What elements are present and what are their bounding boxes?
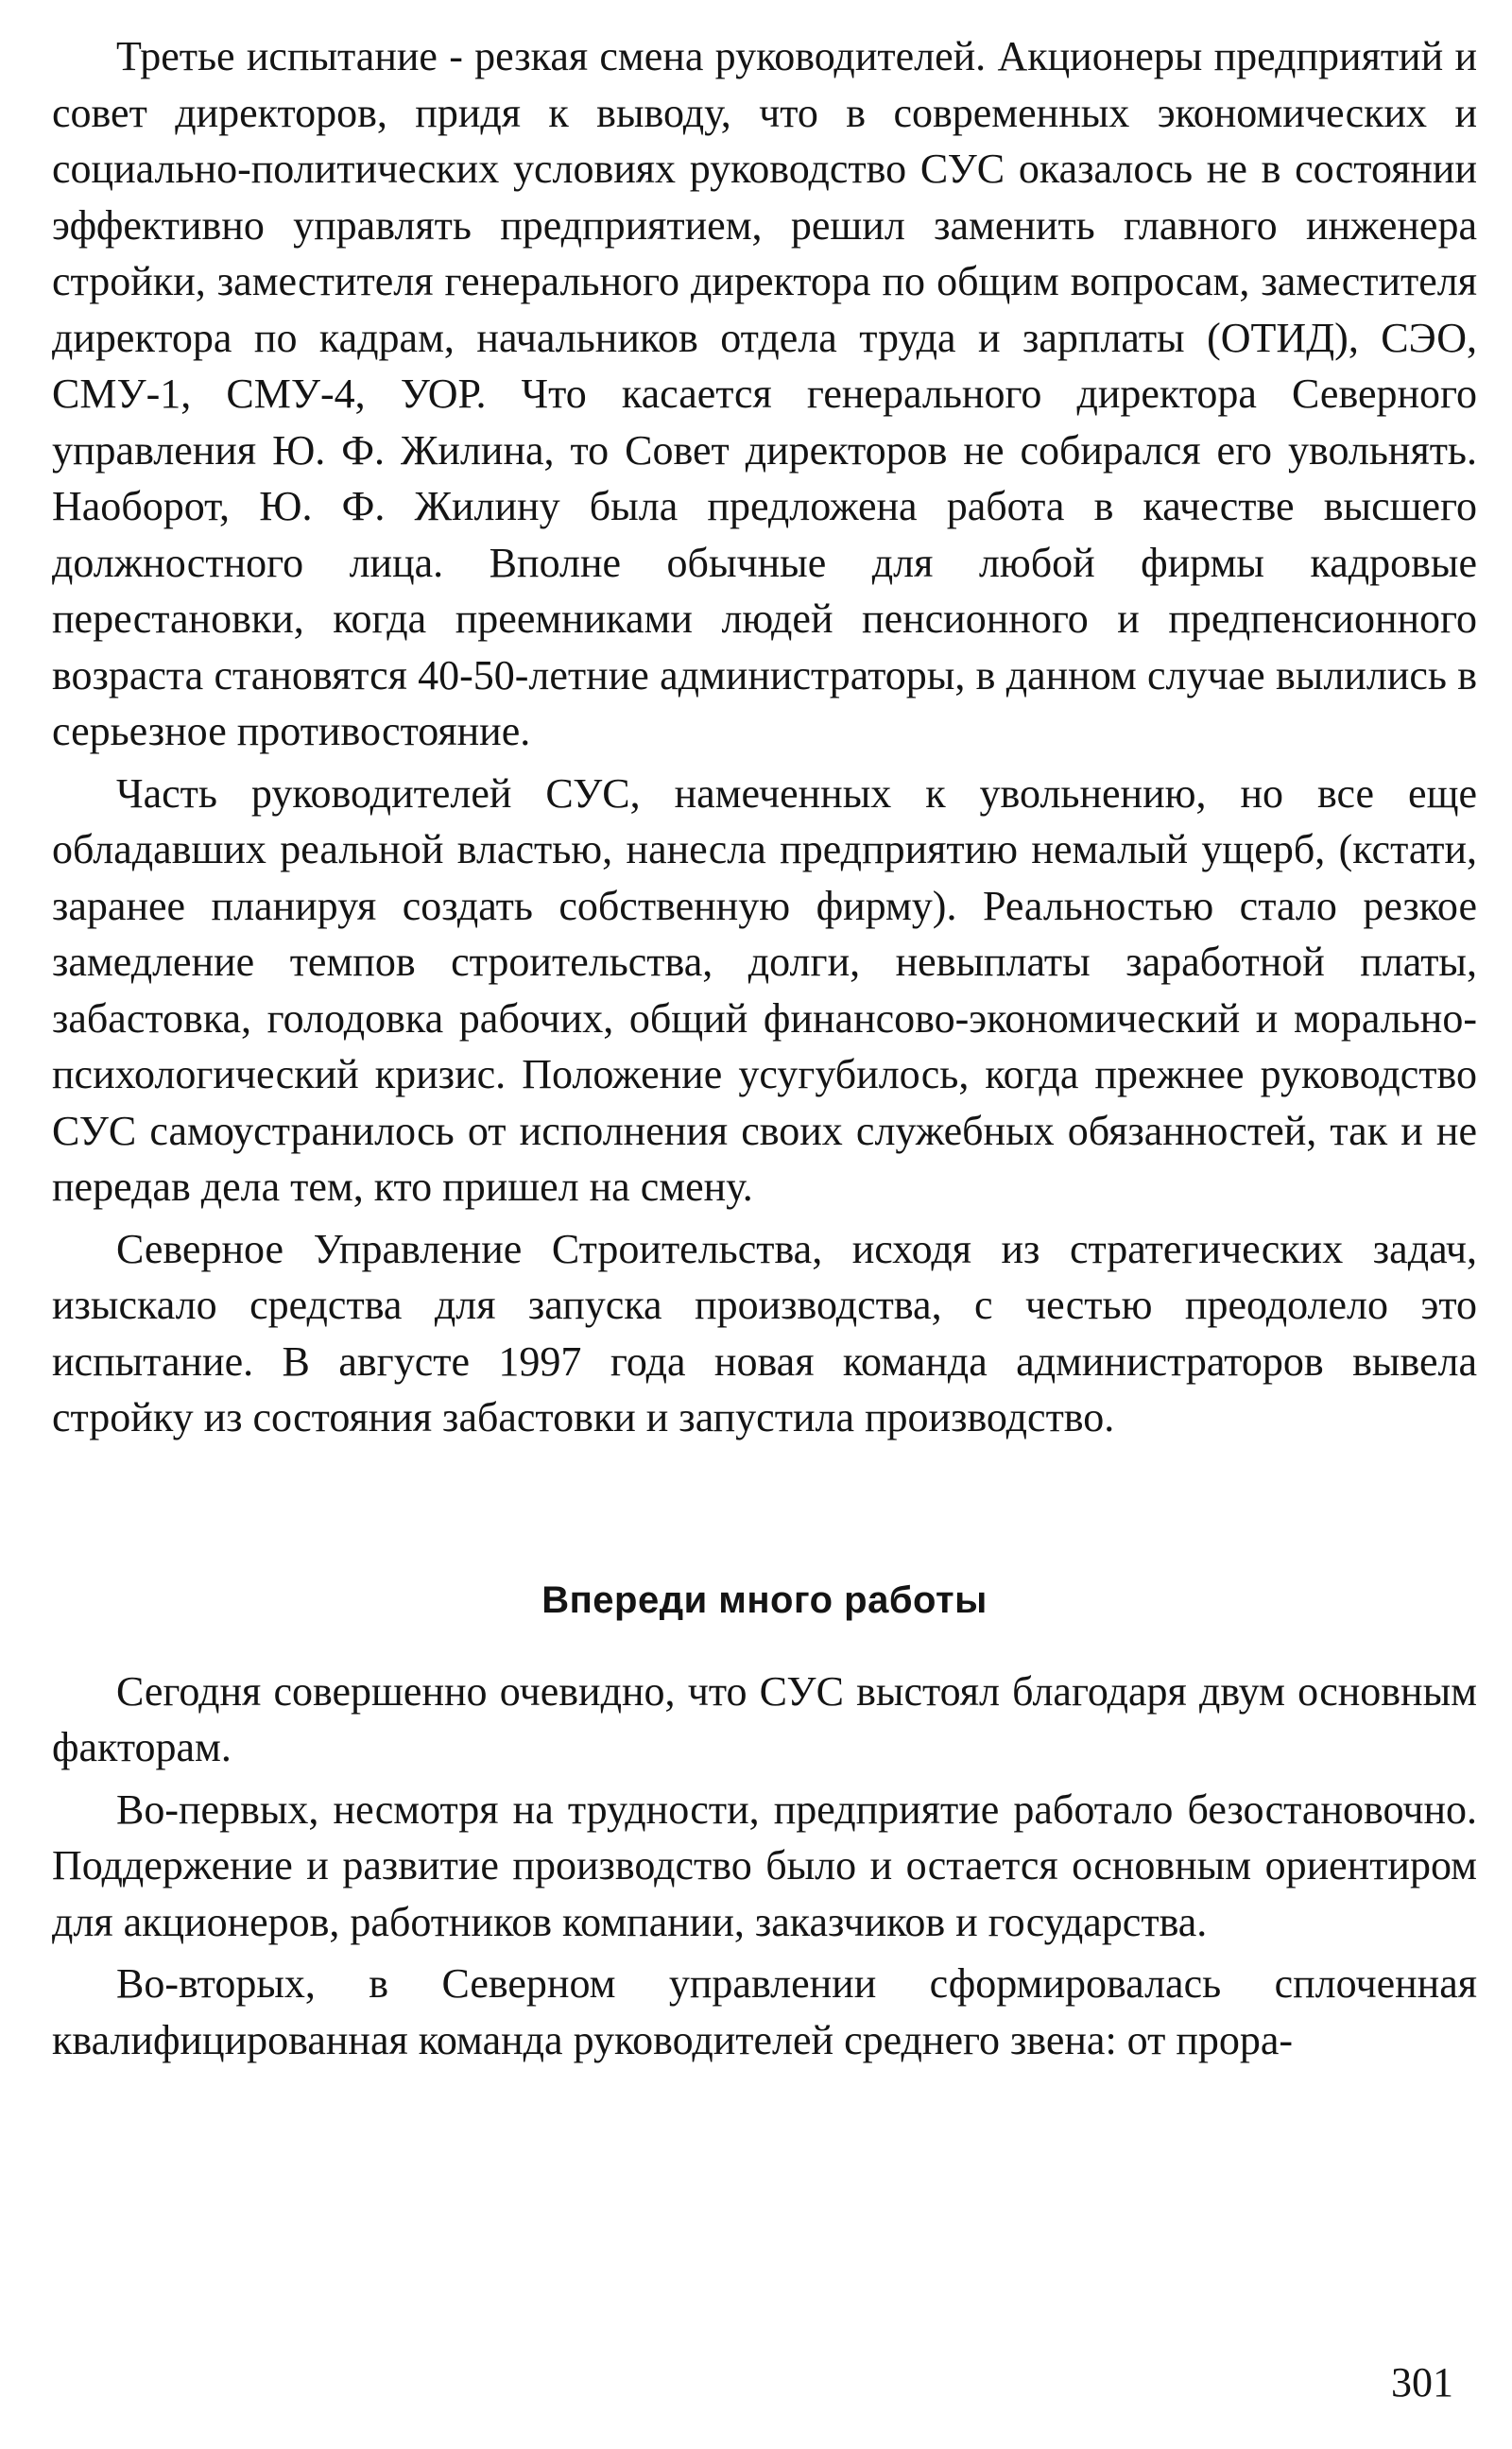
section-gap [52,1452,1477,1577]
paragraph: Во-первых, несмотря на трудности, предприятие работало безостановочно. Поддержение и развитие производство было и остается основным ориентиром для акционеров, работников компании, заказчиков и государства. [52,1785,1477,1945]
paragraph: Часть руководителей СУС, намеченных к увольнению, но все еще обладавших реальной властью, нанесла предприятию немалый ущерб, (кстати, заранее планируя создать собственную фирму). Реальностью стало резкое замедление темпов строительства, долги, невыплаты заработной платы, забастовка, голодовка рабочих, общий финансово-экономический и морально-психологический кризис. Положение усугубилось, когда прежнее руководство СУС самоустранилось от исполнения своих служебных обязанностей, так и не передав дела тем, кто пришел на смену. [52,769,1477,1210]
paragraph: Третье испытание - резкая смена руководителей. Акционеры предприятий и совет директоров, придя к выводу, что в современных экономических и социально-политических условиях руководство СУС оказалось не в состоянии эффективно управлять предприятием, решил заменить главного инженера стройки, заместителя генерального директора по общим вопросам, заместителя директора по кадрам, начальников отдела труда и зарплаты (ОТИД), СЭО, СМУ-1, СМУ-4, УОР. Что касается генерального директора Северного управления Ю. Ф. Жилина, то Совет директоров не собирался его увольнять. Наоборот, Ю. Ф. Жилину была предложена работа в качестве высшего должностного лица. Вполне обычные для любой фирмы кадровые перестановки, когда преемниками людей пенсионного и предпенсионного возраста становятся 40-50-летние администраторы, в данном случае вылились в серьезное противостояние. [52,33,1477,754]
page-number: 301 [1391,2359,1453,2406]
paragraph: Сегодня совершенно очевидно, что СУС выстоял благодаря двум основным факторам. [52,1667,1477,1770]
paragraph: Северное Управление Строительства, исходя из стратегических задач, изыскало средства для запуска производства, с честью преодолело это испытание. В августе 1997 года новая команда администраторов вывела стройку из состояния забастовки и запустила производство. [52,1225,1477,1440]
paragraph: Во-вторых, в Северном управлении сформировалась сплоченная квалифицированная команда руководителей среднего звена: от прора- [52,1960,1477,2063]
page-content [52,28,1477,2074]
section-heading: Впереди много работы [541,1578,988,1621]
